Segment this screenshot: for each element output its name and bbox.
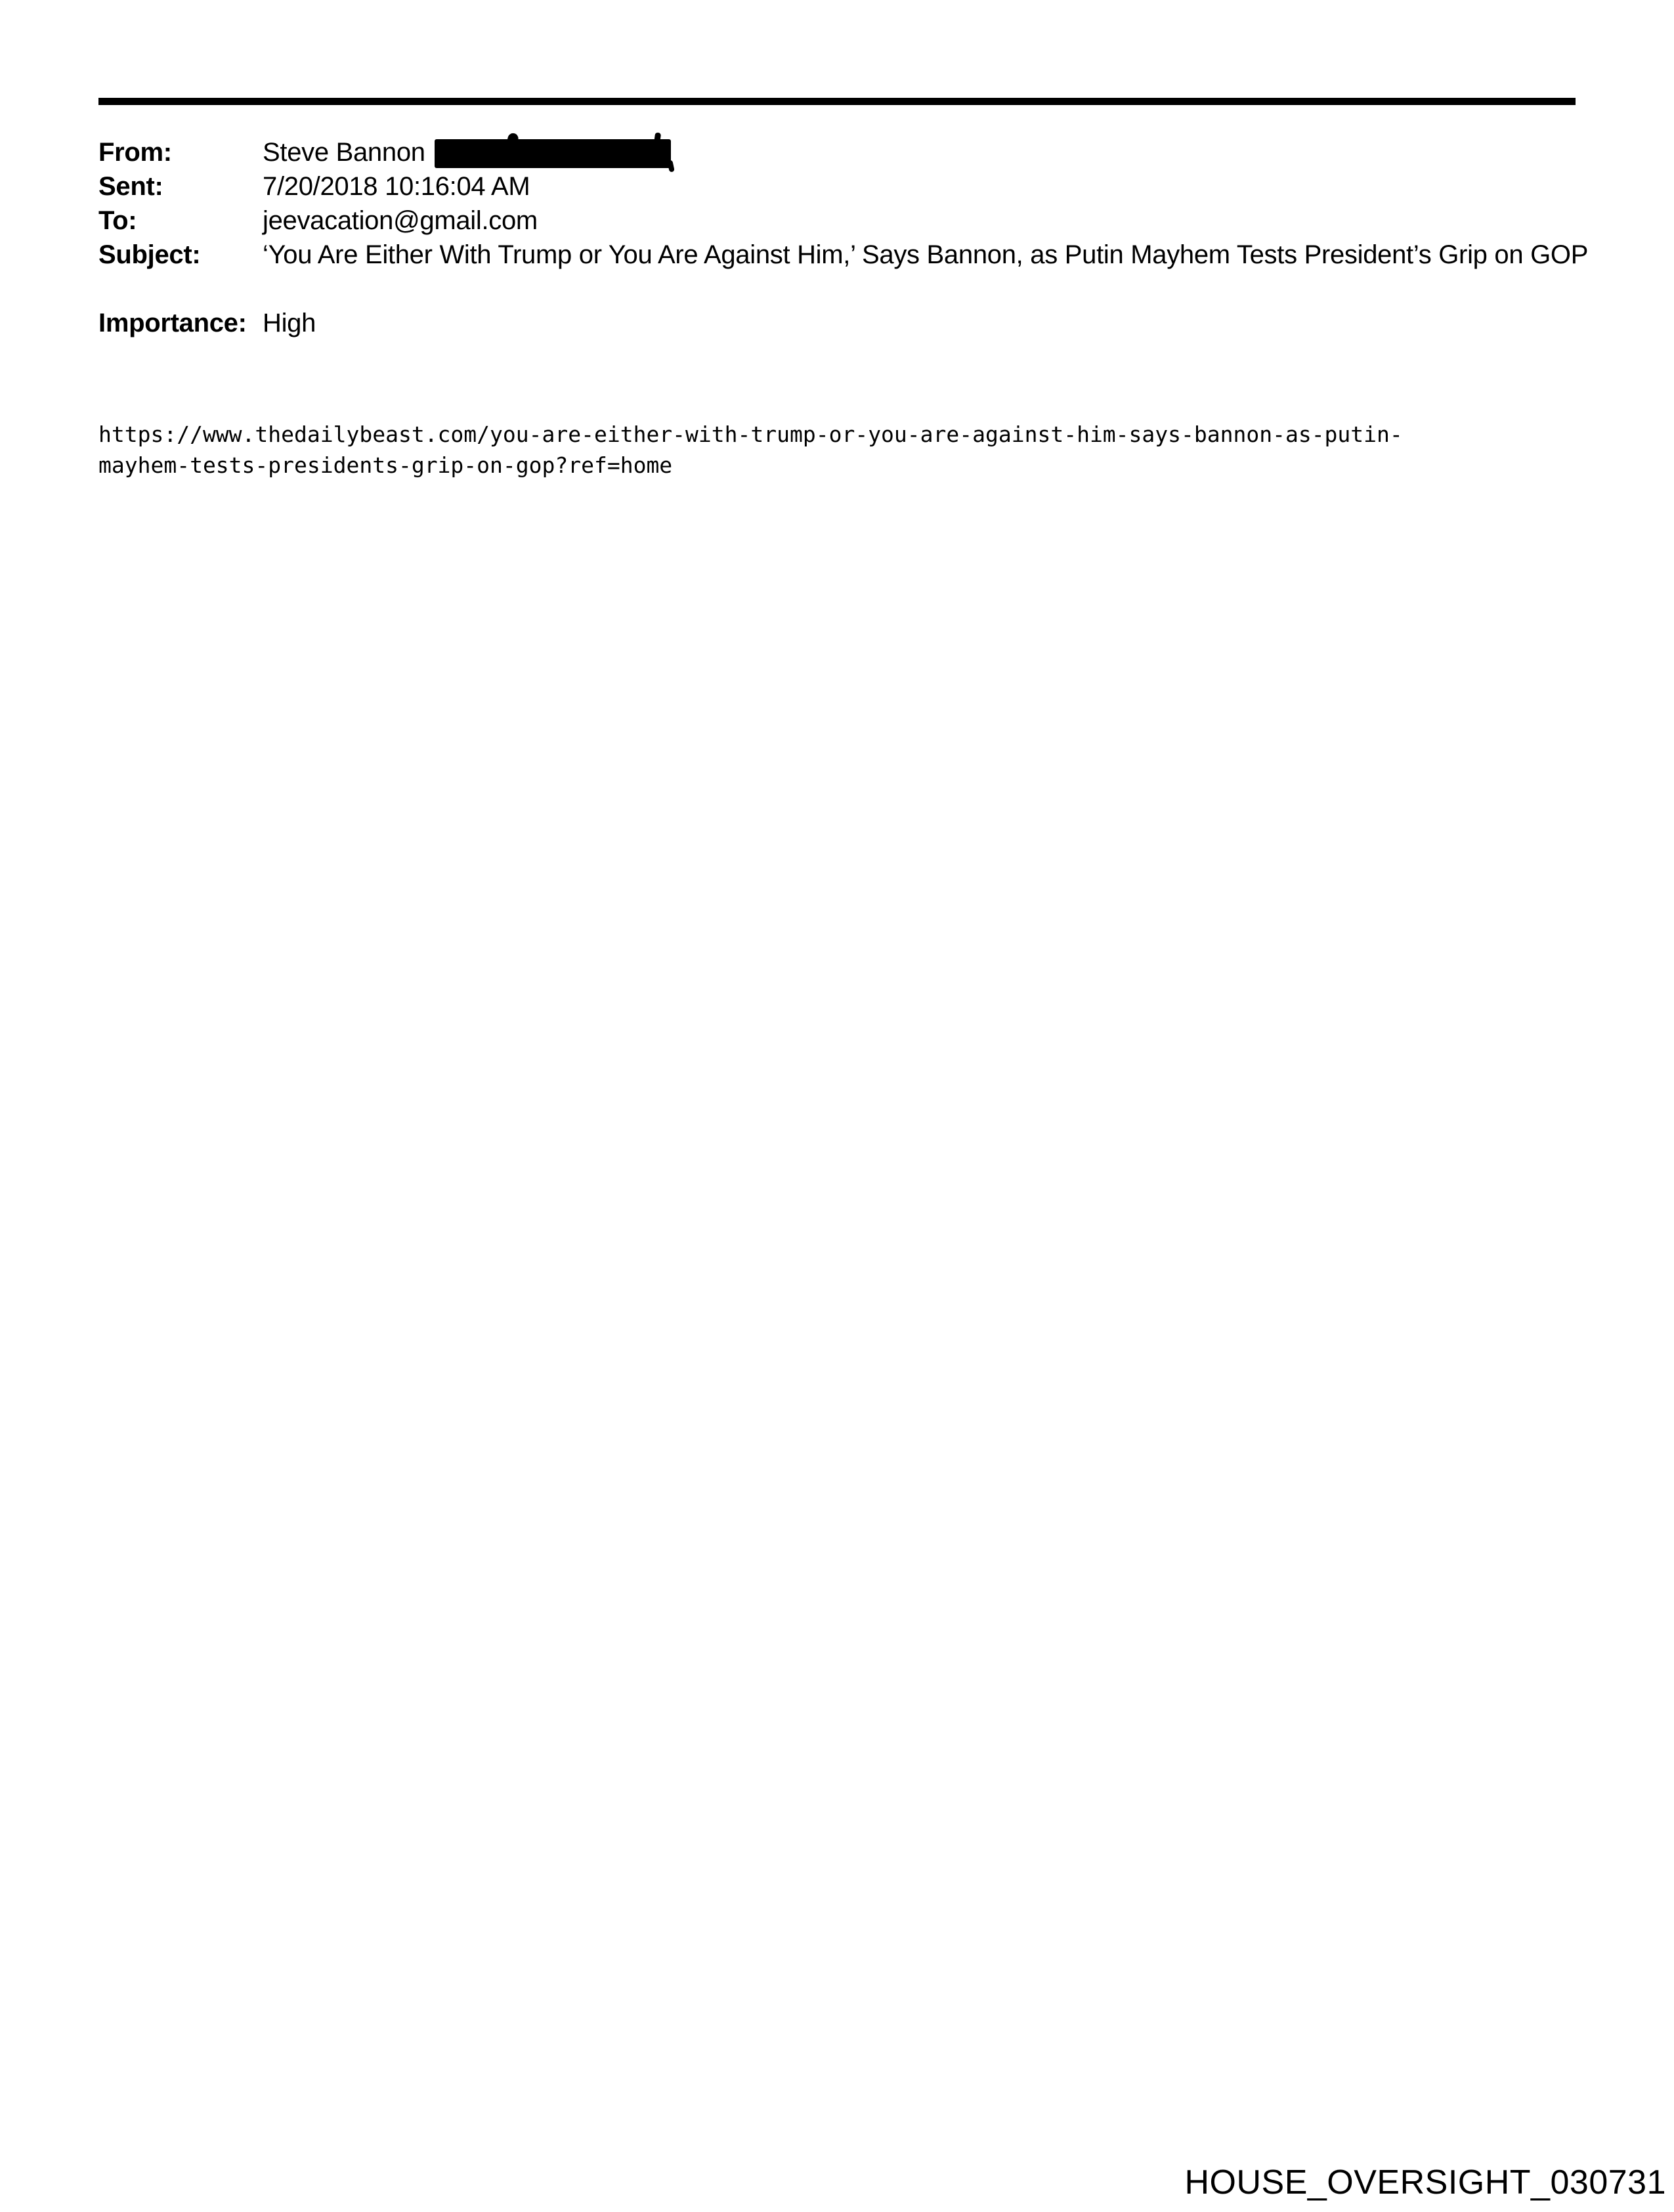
- redaction-box: [435, 139, 671, 168]
- redaction-artifact: [654, 132, 661, 144]
- bates-number: HOUSE_OVERSIGHT_030731: [1184, 2163, 1666, 2201]
- sender-name: Steve Bannon: [263, 138, 425, 167]
- header-divider-rule: [98, 98, 1576, 105]
- subject-value: ‘You Are Either With Trump or You Are Against Him,’ Says Bannon, as Putin Mayhem Tests President’s Grip on GOP: [263, 240, 1589, 269]
- to-label: To:: [98, 206, 137, 235]
- email-body-url: [98, 419, 1615, 481]
- sent-label: Sent:: [98, 172, 163, 201]
- header-row-importance: [98, 306, 1615, 340]
- importance-value: High: [263, 309, 316, 337]
- subject-label: Subject:: [98, 240, 201, 269]
- header-row-to: [98, 204, 1615, 238]
- to-value: jeevacation@gmail.com: [263, 206, 538, 235]
- redaction-artifact: [507, 132, 519, 142]
- header-row-from: [98, 135, 1615, 169]
- sent-value: 7/20/2018 10:16:04 AM: [263, 172, 530, 201]
- header-row-subject: [98, 238, 1615, 272]
- url-line-1: https://www.thedailybeast.com/you-are-either-with-trump-or-you-are-against-him-says-bannon-as-putin-: [98, 422, 1403, 447]
- email-header-block: [98, 135, 1615, 272]
- from-value: [263, 135, 1615, 169]
- importance-block: [98, 306, 1615, 340]
- from-label: From:: [98, 138, 172, 167]
- importance-label: Importance:: [98, 309, 247, 337]
- header-row-sent: [98, 169, 1615, 204]
- url-line-2: mayhem-tests-presidents-grip-on-gop?ref=home: [98, 452, 673, 478]
